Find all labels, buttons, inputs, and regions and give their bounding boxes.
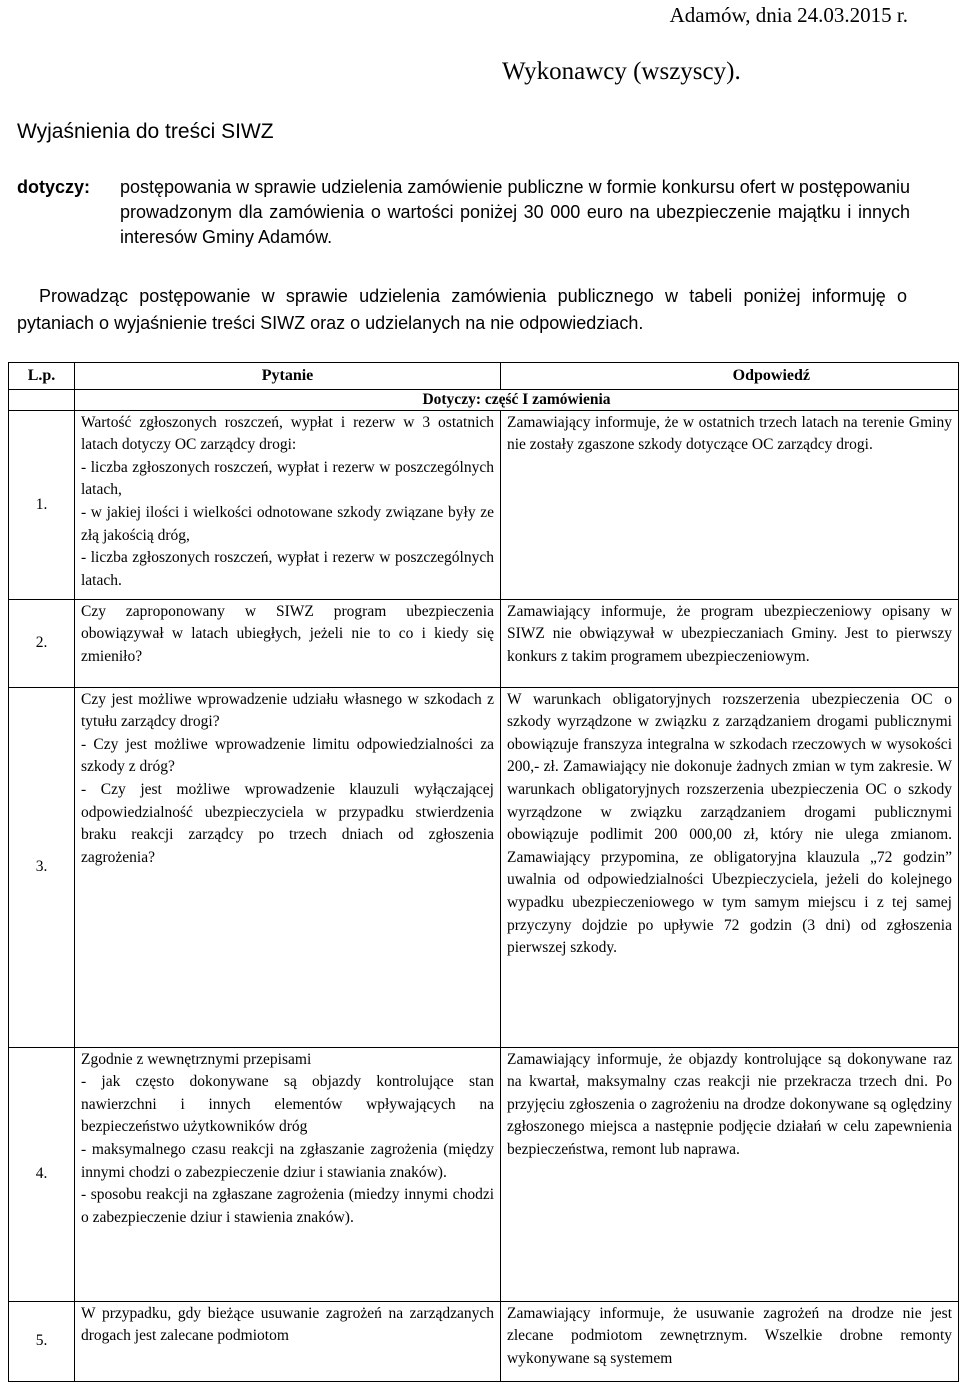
qa-table xyxy=(8,362,959,1382)
question-line: - Czy jest możliwe wprowadzenie klauzuli wyłączającej odpowiedzialność ubezpieczyciela w przypadku stwierdzenia braku reakcji zarządcy po trzech dniach od zgłoszenia zagrożenia? xyxy=(81,780,494,866)
question-cell xyxy=(75,1301,501,1381)
table-row xyxy=(9,687,959,1047)
row-number: 1. xyxy=(9,410,75,599)
answer-cell xyxy=(501,599,959,687)
table-row xyxy=(9,599,959,687)
question-line: - maksymalnego czasu reakcji na zgłaszanie zagrożenia (między innymi chodzi o zabezpieczenie dziur i stawiania znaków). xyxy=(81,1140,494,1181)
row-number: 4. xyxy=(9,1047,75,1301)
date-line: Adamów, dnia 24.03.2015 r. xyxy=(669,3,908,27)
row-number: 3. xyxy=(9,687,75,1047)
answer-cell xyxy=(501,687,959,1047)
table-header-row xyxy=(9,363,959,390)
table-row xyxy=(9,410,959,599)
intro-paragraph: Prowadząc postępowanie w sprawie udzielenia zamówienia publicznego w tabeli poniżej informuję o pytaniach o wyjaśnienie treści SIWZ oraz o udzielanych na nie odpowiedziach. xyxy=(17,286,907,333)
answer-cell xyxy=(501,1301,959,1381)
question-line: - liczba zgłoszonych roszczeń, wypłat i rezerw w poszczególnych latach, xyxy=(81,458,494,499)
table-row xyxy=(9,1047,959,1301)
concerns-label: dotyczy: xyxy=(17,177,91,197)
question-cell xyxy=(75,687,501,1047)
question-line: - Czy jest możliwe wprowadzenie limitu odpowiedzialności za szkody z dróg? xyxy=(81,735,494,776)
recipients-line: Wykonawcy (wszyscy). xyxy=(502,58,741,85)
answer-cell xyxy=(501,1047,959,1301)
answer-line: Zamawiający informuje, że objazdy kontrolujące są dokonywane raz na kwartał, maksymalny czas reakcji nie przekracza trzech dni. Po przyjęciu zgłoszenia o zagrożeniu na drodze dokonywane są oględziny zgłoszonego miejsca a następnie podjęcie działań w celu zapewnienia bezpieczeństwa, remont lub naprawa. xyxy=(507,1050,952,1158)
concerns-text: postępowania w sprawie udzielenia zamówienie publiczne w formie konkursu ofert w postępowaniu prowadzonym dla zamówienia o wartości poniżej 30 000 euro na ubezpieczenie majątku i innych interesów Gminy Adamów. xyxy=(120,177,910,247)
question-line: Wartość zgłoszonych roszczeń, wypłat i rezerw w 3 ostatnich latach dotyczy OC zarządcy drogi: xyxy=(81,413,494,454)
table-row xyxy=(9,1301,959,1381)
header-answer: Odpowiedź xyxy=(501,363,959,390)
question-line: Czy jest możliwe wprowadzenie udziału własnego w szkodach z tytułu zarządcy drogi? xyxy=(81,690,494,731)
question-cell xyxy=(75,410,501,599)
question-line: Zgodnie z wewnętrznymi przepisami xyxy=(81,1050,312,1068)
answer-line: Zamawiający informuje, że usuwanie zagrożeń na drodze nie jest zlecane podmiotom zewnętrznym. Wszelkie drobne remonty wykonywane są systemem xyxy=(507,1304,952,1367)
question-line: - liczba zgłoszonych roszczeń, wypłat i rezerw w poszczególnych latach. xyxy=(81,549,494,589)
header-lp: L.p. xyxy=(9,363,75,390)
question-line: - sposobu reakcji na zgłaszane zagrożenia (miedzy innymi chodzi o zabezpieczenie dziur i stawienia znaków). xyxy=(81,1186,494,1226)
concerns-block xyxy=(17,175,910,247)
section-row xyxy=(9,389,959,410)
document-title: Wyjaśnienia do treści SIWZ xyxy=(17,120,274,143)
question-cell xyxy=(75,599,501,687)
answer-cell xyxy=(501,410,959,599)
answer-line: W warunkach obligatoryjnych rozszerzenia ubezpieczenia OC o szkody wyrządzone w związku z zarządzaniem drogami publicznymi obowiązuje franszyza integralna w szkodach rzeczowych w wysokości 200,- zł. Zamawiający nie dokonuje żadnych zmian w tym zakresie. W warunkach obligatoryjnych rozszerzenia ubezpieczenia OC o szkody wyrządzone w związku zarządzaniem drogami publicznymi obowiązuje podlimit 200 000,00 zł, który nie ulega zmianom. Zamawiający przypomina, ze obligatoryjna klauzula „72 godzin” uwalnia od odpowiedzialności Ubezpieczyciela, jeżeli do kolejnego wypadku ubezpieczeniowego w tym samym miejscu i z tej samej przyczyny dojdzie po upływie 72 godzin (3 dni) od zgłoszenia pierwszej szkody. xyxy=(507,690,952,957)
row-number: 2. xyxy=(9,599,75,687)
question-line: - jak często dokonywane są objazdy kontrolujące stan nawierzchni i innych elementów wpływających na bezpieczeństwo użytkowników dróg xyxy=(81,1073,494,1136)
answer-line: Zamawiający informuje, że w ostatnich trzech latach na terenie Gminy nie zostały zgaszone szkody dotyczące OC zarządcy drogi. xyxy=(507,413,952,454)
question-line: Czy zaproponowany w SIWZ program ubezpieczenia obowiązywał w latach ubiegłych, jeżeli nie to co i kiedy się zmieniło? xyxy=(81,602,494,665)
question-line: - w jakiej ilości i wielkości odnotowane szkody związane były ze złą jakością dróg, xyxy=(81,503,494,544)
answer-line: Zamawiający informuje, że program ubezpieczeniowy opisany w SIWZ nie obwiązywał w ubezpieczaniach Gminy. Jest to pierwszy konkurs z takim programem ubezpieczeniowym. xyxy=(507,602,952,665)
question-line: W przypadku, gdy bieżące usuwanie zagrożeń na zarządzanych drogach jest zalecane podmiotom xyxy=(81,1304,494,1345)
section-label: Dotyczy: część I zamówienia xyxy=(75,389,959,410)
row-number: 5. xyxy=(9,1301,75,1381)
header-question: Pytanie xyxy=(75,363,501,390)
question-cell xyxy=(75,1047,501,1301)
